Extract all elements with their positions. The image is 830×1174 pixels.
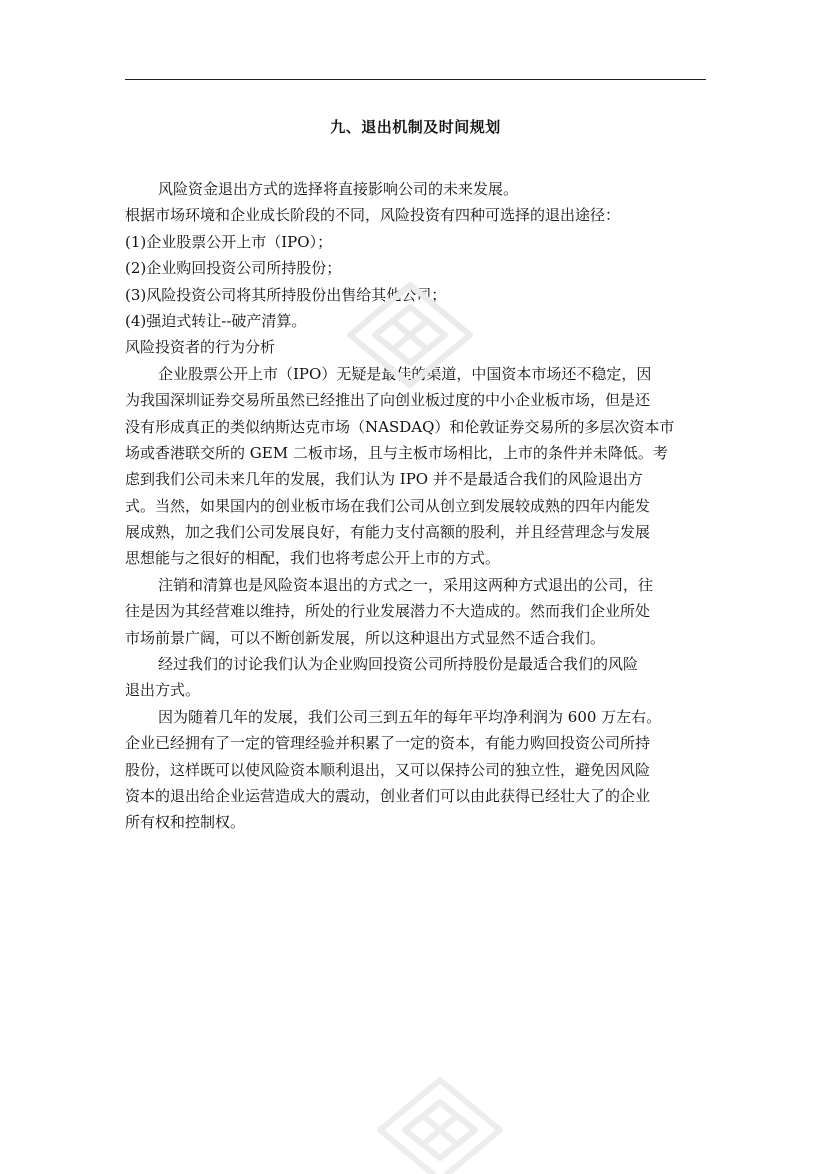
paragraph-line: 场或香港联交所的 GEM 二板市场，且与主板市场相比，上市的条件并未降低。考 bbox=[125, 443, 668, 462]
paragraph-line: 市场前景广阔，可以不断创新发展，所以这种退出方式显然不适合我们。 bbox=[125, 628, 606, 647]
paragraph-line: 企业已经拥有了一定的管理经验并积累了一定的资本，有能力购回投资公司所持 bbox=[125, 734, 651, 753]
paragraph-line: 企业股票公开上市（IPO）无疑是最佳的渠道，中国资本市场还不稳定，因 bbox=[158, 364, 652, 383]
paragraph-line: 为我国深圳证券交易所虽然已经推出了向创业板过度的中小企业板市场，但是还 bbox=[125, 391, 651, 410]
paragraph-liquidation bbox=[125, 572, 710, 651]
paragraph-line: 没有形成真正的类似纳斯达克市场（NASDAQ）和伦敦证券交易所的多层次资本市 bbox=[125, 417, 675, 436]
paragraph-buyback bbox=[125, 704, 710, 836]
paragraph-line: 资本的退出给企业运营造成大的震动，创业者们可以由此获得已经壮大了的企业 bbox=[125, 786, 651, 805]
paragraph-line: 经过我们的讨论我们认为企业购回投资公司所持股份是最适合我们的风险 bbox=[158, 655, 639, 674]
paragraph-line: 往是因为其经营难以维持，所处的行业发展潜力不大造成的。然而我们企业所处 bbox=[125, 602, 651, 621]
paragraph-line: 式。当然，如果国内的创业板市场在我们公司从创立到发展较成熟的四年内能发 bbox=[125, 496, 651, 515]
paragraph-line: 虑到我们公司未来几年的发展，我们认为 IPO 并不是最适合我们的风险退出方 bbox=[125, 470, 643, 489]
section-title: 九、退出机制及时间规划 bbox=[330, 118, 501, 136]
paragraph-line: 股份，这样既可以使风险资本顺利退出，又可以保持公司的独立性，避免因风险 bbox=[125, 760, 651, 779]
paragraph-line: 注销和清算也是风险资本退出的方式之一，采用这两种方式退出的公司，往 bbox=[158, 575, 654, 594]
intro-line: (4)强迫式转让--破产清算。 bbox=[125, 311, 307, 330]
header-rule bbox=[125, 79, 706, 80]
intro-line: 风险资金退出方式的选择将直接影响公司的未来发展。 bbox=[158, 180, 519, 198]
intro-line: 风险投资者的行为分析 bbox=[125, 338, 276, 357]
intro-line: (1)企业股票公开上市（IPO）； bbox=[125, 232, 333, 251]
paragraph-line: 退出方式。 bbox=[125, 681, 201, 700]
paragraph-line: 因为随着几年的发展，我们公司三到五年的每年平均净利润为 600 万左右。 bbox=[158, 707, 662, 726]
paragraph-line: 所有权和控制权。 bbox=[125, 813, 246, 832]
document-body bbox=[125, 176, 710, 836]
paragraph-conclusion bbox=[125, 651, 710, 704]
paragraph-line: 展成熟，加之我们公司发展良好，有能力支付高额的股利，并且经营理念与发展 bbox=[125, 523, 651, 542]
intro-line: (3)风险投资公司将其所持股份出售给其他公司； bbox=[125, 285, 447, 304]
intro-line: (2)企业购回投资公司所持股份； bbox=[125, 259, 342, 278]
paragraph-line: 思想能与之很好的相配，我们也将考虑公开上市的方式。 bbox=[125, 549, 501, 568]
paragraph-ipo bbox=[125, 361, 710, 572]
stamp-watermark-icon bbox=[360, 1060, 520, 1174]
intro-line: 根据市场环境和企业成长阶段的不同，风险投资有四种可选择的退出途径： bbox=[125, 206, 621, 225]
